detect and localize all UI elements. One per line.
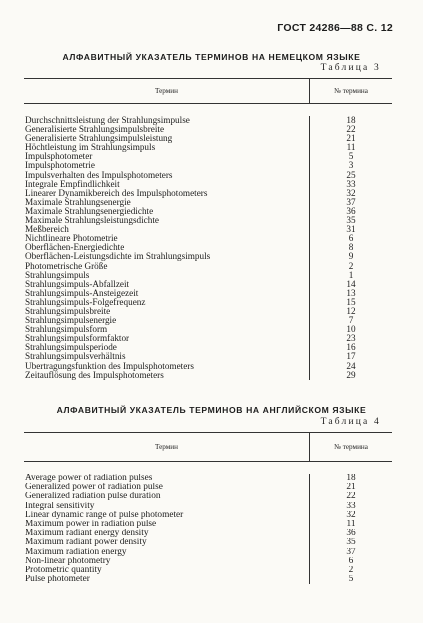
english-table-body [24,462,392,584]
german-number-cell: 35 [346,216,356,226]
english-number-cell: 5 [348,575,354,585]
english-number-cell: 2 [348,566,354,576]
german-number-cell: 10 [346,325,356,335]
english-number-cell: 21 [346,483,356,493]
german-number-cell: 8 [348,243,354,253]
english-number-cell: 22 [346,492,356,502]
german-term-cell: Strahlungsimpulsform [25,325,108,335]
english-number-cell: 32 [346,510,356,520]
german-term-cell: Zeitauflösung des Impulsphotometers [25,370,164,380]
german-number-cell: 1 [348,270,354,280]
german-term-cell: Photometrische Größe [25,261,108,271]
english-number-column-header: № термина [334,443,368,451]
german-number-column-header: № термина [334,87,368,95]
german-number-cell: 16 [346,343,356,353]
german-term-cell: Höchtleistung im Strahlungsimpuls [25,143,156,153]
german-number-cell: 6 [348,234,354,244]
english-number-cell: 33 [346,501,356,511]
german-number-cell: 3 [348,161,354,171]
german-term-cell: Generalisierte Strahlungsimpulsbreite [25,125,165,135]
page-header: ГОСТ 24286—88 С. 12 [277,22,393,34]
german-number-cell: 7 [348,316,354,326]
german-number-cell: 24 [346,361,356,371]
german-term-cell: Generalisierte Strahlungsimpulsleistung [25,134,173,144]
german-term-cell: Strahlungsimpuls-Abfallzeit [25,279,130,289]
german-term-cell: Linearer Dynamikbereich des Impulsphotometers [25,188,208,198]
german-term-cell: Übertragungsfunktion des Impulsphotometers [25,361,194,371]
german-number-cell: 14 [346,279,356,289]
german-term-cell: Oberflächen-Energiedichte [25,243,125,253]
german-number-cell: 29 [346,370,356,380]
german-term-cell: Strahlungsimpulsenergie [25,316,117,326]
english-number-cell: 18 [346,474,356,483]
german-number-cell: 15 [346,297,356,307]
english-table-header [24,432,392,462]
german-number-cell: 25 [346,170,356,180]
english-term-cell: Pulse photometer [25,575,90,585]
german-number-cell: 17 [346,352,356,362]
german-term-cell: Integrale Empfindlichkeit [25,179,120,189]
german-number-cell: 37 [346,197,356,207]
english-number-column [310,474,392,584]
german-term-cell: Maximale Strahlungsleistungsdichte [25,216,159,226]
english-index-title: АЛФАВИТНЫЙ УКАЗАТЕЛЬ ТЕРМИНОВ НА АНГЛИЙСКОМ ЯЗЫКЕ [56,405,367,415]
english-term-cell: Maximum radiant power density [25,538,147,548]
german-table-header [24,78,392,104]
german-number-cell: 13 [346,288,356,298]
german-term-cell: Oberflächen-Leistungsdichte im Strahlungsimpuls [25,252,211,262]
german-term-cell: Strahlungsimpuls-Ansteigezeit [25,288,139,298]
german-term-cell: Strahlungsimpuls [25,270,90,280]
german-term-cell: Impulsphotometer [25,152,93,162]
german-term-cell: Nichtlineare Photometrie [25,234,118,244]
english-number-cell: 36 [346,529,356,539]
english-term-cell: Generalized radiation pulse duration [25,492,161,502]
english-term-cell: Average power of radiation pulses [25,474,153,483]
german-term-cell: Maximale Strahlungsenergie [25,197,131,207]
english-term-cell: Generalized power of radiation pulse [25,483,163,493]
german-table-caption: Таблица 3 [320,63,381,73]
german-number-cell: 31 [346,225,356,235]
english-number-cell: 6 [348,556,354,566]
english-term-column [24,474,310,584]
german-number-cell: 23 [346,334,356,344]
german-term-cell: Strahlungsimpulsbreite [25,306,111,316]
german-term-cell: Maximale Strahlungsenergiedichte [25,206,154,216]
english-term-cell: Non-linear photometry [25,556,111,566]
german-number-cell: 22 [346,125,356,135]
german-term-cell: Durchschnittsleistung der Strahlungsimpulse [25,116,190,125]
english-number-cell: 37 [346,547,356,557]
german-term-cell: Impulsverhalten des Impulsphotometers [25,170,173,180]
english-term-column-header: Термин [24,433,310,461]
german-number-cell: 32 [346,188,356,198]
german-term-cell: Meßbereich [25,225,69,235]
english-term-cell: Linear dynamic range of pulse photometer [25,510,184,520]
german-index-title: АЛФАВИТНЫЙ УКАЗАТЕЛЬ ТЕРМИНОВ НА НЕМЕЦКОМ ЯЗЫКЕ [62,52,361,62]
german-number-column [310,116,392,380]
english-number-cell: 35 [346,538,356,548]
german-number-cell: 12 [346,306,356,316]
english-terms-table [24,432,392,584]
german-number-cell: 36 [346,206,356,216]
german-term-column-header: Термин [24,79,310,103]
german-number-cell: 5 [348,152,354,162]
german-term-cell: Strahlungsimpuls-Folgefrequenz [25,297,146,307]
german-number-cell: 11 [346,143,356,153]
german-term-cell: Strahlungsimpulsformfaktor [25,334,130,344]
german-number-cell: 9 [348,252,354,262]
english-term-cell: Protometric quantity [25,566,102,576]
german-term-cell: Strahlungsimpulsperiode [25,343,117,353]
english-term-cell: Maximum radiation energy [25,547,127,557]
german-term-column [24,116,310,380]
german-number-cell: 2 [348,261,354,271]
german-term-cell: Impulsphotometrie [25,161,95,171]
german-table-body [24,104,392,380]
english-term-cell: Integral sensitivity [25,501,95,511]
english-table-caption: Таблица 4 [320,417,381,427]
german-number-cell: 18 [346,116,356,125]
german-number-cell: 21 [346,134,356,144]
german-term-cell: Strahlungsimpulsverhältnis [25,352,126,362]
english-term-cell: Maximum radiant energy density [25,529,149,539]
german-number-cell: 33 [346,179,356,189]
german-terms-table [24,78,392,380]
english-number-cell: 11 [346,520,356,530]
english-term-cell: Maximum power in radiation pulse [25,520,157,530]
